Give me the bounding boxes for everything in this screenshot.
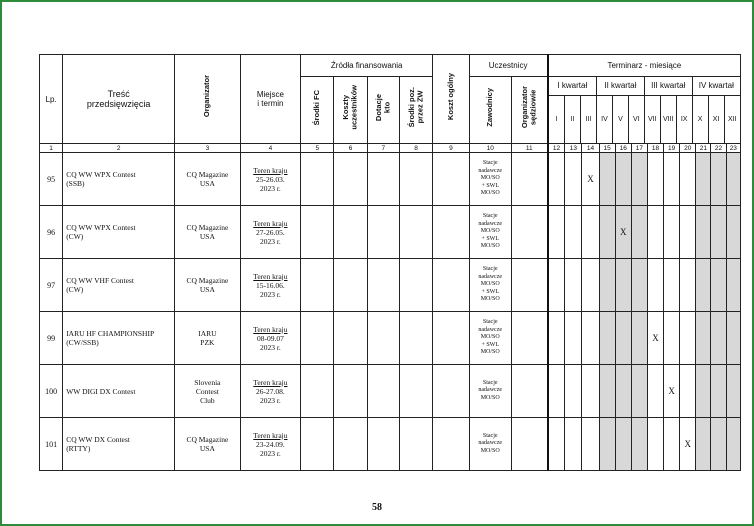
row-month-cell <box>548 153 565 206</box>
column-number: 12 <box>548 144 565 153</box>
row-lp: 99 <box>40 312 63 365</box>
row-month-cell <box>631 259 647 312</box>
row-month-mark: X <box>680 418 696 471</box>
column-number: 1 <box>40 144 63 153</box>
row-dotacje <box>367 259 399 312</box>
row-month-cell <box>565 206 582 259</box>
row-place-date <box>240 206 301 259</box>
header-miejsce: Miejsce i termin <box>240 55 301 144</box>
table-row <box>40 312 741 365</box>
row-judges <box>511 206 547 259</box>
table-row <box>40 259 741 312</box>
header-tresc: Treść przedsięwzięcia <box>63 55 175 144</box>
row-participants: Stacje nadawcze MO/SO + SWL MO/SO <box>469 259 511 312</box>
row-month-cell <box>599 153 615 206</box>
row-place-date <box>240 418 301 471</box>
column-number: 7 <box>367 144 399 153</box>
row-participants: Stacje nadawcze MO/SO + SWL MO/SO <box>469 312 511 365</box>
row-place: Teren kraju <box>253 324 288 334</box>
column-number: 3 <box>175 144 241 153</box>
header-org-sedziowie: Organizator sędziowie <box>511 77 547 144</box>
column-number: 17 <box>631 144 647 153</box>
month-header: X <box>692 95 708 143</box>
column-number: 23 <box>726 144 740 153</box>
column-number: 20 <box>680 144 696 153</box>
row-dotacje <box>367 153 399 206</box>
row-place-date <box>240 365 301 418</box>
row-lp: 101 <box>40 418 63 471</box>
schedule-table <box>39 54 741 471</box>
row-month-cell <box>647 418 663 471</box>
row-month-cell <box>696 312 711 365</box>
row-month-cell <box>599 365 615 418</box>
row-month-cell <box>565 312 582 365</box>
header-organizator: Organizator <box>175 55 241 144</box>
row-judges <box>511 365 547 418</box>
row-year: 2023 r. <box>259 236 281 246</box>
row-koszty <box>334 259 367 312</box>
column-number: 4 <box>240 144 301 153</box>
table-row <box>40 206 741 259</box>
column-number: 18 <box>647 144 663 153</box>
row-month-cell <box>631 206 647 259</box>
row-month-cell <box>664 259 680 312</box>
row-year: 2023 r. <box>259 342 281 352</box>
row-month-cell <box>582 312 599 365</box>
row-year: 2023 r. <box>259 395 281 405</box>
row-month-cell <box>680 259 696 312</box>
row-place: Teren kraju <box>253 165 288 175</box>
row-event-name: CQ WW VHF Contest (CW) <box>63 259 175 312</box>
row-month-cell <box>599 259 615 312</box>
row-srodki-zw <box>399 312 432 365</box>
column-number: 16 <box>615 144 631 153</box>
row-month-cell <box>548 259 565 312</box>
row-month-cell <box>696 153 711 206</box>
row-place: Teren kraju <box>253 430 288 440</box>
header-lp: Lp. <box>40 55 63 144</box>
column-number: 2 <box>63 144 175 153</box>
row-srodki-fc <box>301 259 334 312</box>
row-koszt-ogolny <box>433 418 469 471</box>
row-month-cell <box>582 418 599 471</box>
row-month-mark: X <box>615 206 631 259</box>
row-koszt-ogolny <box>433 206 469 259</box>
row-srodki-fc <box>301 418 334 471</box>
month-header: XI <box>708 95 724 143</box>
row-year: 2023 r. <box>259 448 281 458</box>
row-organizer: CQ Magazine USA <box>175 206 241 259</box>
row-month-mark: X <box>664 365 680 418</box>
row-participants: Stacje nadawcze MO/SO <box>469 365 511 418</box>
quarter-1: I kwartał <box>549 77 597 95</box>
row-month-cell <box>548 312 565 365</box>
column-number: 15 <box>599 144 615 153</box>
row-month-cell <box>615 153 631 206</box>
row-lp: 95 <box>40 153 63 206</box>
row-lp: 96 <box>40 206 63 259</box>
row-month-cell <box>664 206 680 259</box>
row-month-cell <box>726 259 740 312</box>
header-srodki-zw: Środki poz. przez ZW <box>399 77 432 144</box>
row-organizer: CQ Magazine USA <box>175 259 241 312</box>
header-koszt-ogolny: Koszt ogólny <box>433 55 469 144</box>
row-month-cell <box>711 259 726 312</box>
quarter-3: III kwartał <box>644 77 692 95</box>
header-dotacje: Dotacje kto <box>367 77 399 144</box>
row-srodki-zw <box>399 259 432 312</box>
row-srodki-zw <box>399 153 432 206</box>
month-header: IV <box>597 95 613 143</box>
row-month-cell <box>548 365 565 418</box>
column-number: 5 <box>301 144 334 153</box>
row-event-name: CQ WW DX Contest (RTTY) <box>63 418 175 471</box>
row-place-date <box>240 153 301 206</box>
column-number: 8 <box>399 144 432 153</box>
header-uczestnicy: Uczestnicy <box>469 55 548 77</box>
column-number: 14 <box>582 144 599 153</box>
row-srodki-zw <box>399 365 432 418</box>
row-month-cell <box>647 259 663 312</box>
row-month-cell <box>631 365 647 418</box>
row-koszty <box>334 206 367 259</box>
row-place: Teren kraju <box>253 218 288 228</box>
row-participants: Stacje nadawcze MO/SO + SWL MO/SO <box>469 153 511 206</box>
row-month-cell <box>664 312 680 365</box>
row-place: Teren kraju <box>253 271 288 281</box>
row-place-date <box>240 312 301 365</box>
row-month-cell <box>631 153 647 206</box>
row-month-cell <box>726 153 740 206</box>
row-month-cell <box>711 206 726 259</box>
row-participants: Stacje nadawcze MO/SO + SWL MO/SO <box>469 206 511 259</box>
row-koszty <box>334 418 367 471</box>
row-month-cell <box>696 206 711 259</box>
row-lp: 100 <box>40 365 63 418</box>
row-month-cell <box>647 153 663 206</box>
row-month-cell <box>582 365 599 418</box>
row-organizer: Slovenia Contest Club <box>175 365 241 418</box>
row-month-cell <box>711 365 726 418</box>
column-number: 11 <box>511 144 547 153</box>
row-koszty <box>334 312 367 365</box>
row-place-date <box>240 259 301 312</box>
row-month-cell <box>647 206 663 259</box>
row-month-cell <box>615 365 631 418</box>
row-month-mark: X <box>647 312 663 365</box>
month-header: VI <box>628 95 644 143</box>
header-zrodla: Źródła finansowania <box>301 55 433 77</box>
row-srodki-fc <box>301 312 334 365</box>
header-terminarz: Terminarz - miesiące <box>548 55 741 77</box>
header-months <box>548 77 741 144</box>
row-judges <box>511 312 547 365</box>
row-srodki-fc <box>301 153 334 206</box>
row-month-cell <box>565 365 582 418</box>
table-row <box>40 418 741 471</box>
row-month-cell <box>680 365 696 418</box>
row-date: 15-16.06. <box>256 280 285 290</box>
row-date: 27-26.05. <box>256 227 285 237</box>
row-koszt-ogolny <box>433 153 469 206</box>
row-koszty <box>334 153 367 206</box>
row-month-cell <box>726 418 740 471</box>
table-row <box>40 153 741 206</box>
row-event-name: CQ WW WPX Contest (SSB) <box>63 153 175 206</box>
row-month-cell <box>711 418 726 471</box>
row-judges <box>511 259 547 312</box>
row-koszty <box>334 365 367 418</box>
row-month-cell <box>711 153 726 206</box>
row-date: 25-26.03. <box>256 174 285 184</box>
row-month-cell <box>664 418 680 471</box>
header-srodki-fc: Środki FC <box>301 77 334 144</box>
row-judges <box>511 418 547 471</box>
row-month-cell <box>599 206 615 259</box>
column-number: 13 <box>565 144 582 153</box>
month-header: VIII <box>660 95 676 143</box>
row-dotacje <box>367 365 399 418</box>
row-month-cell <box>631 418 647 471</box>
row-koszt-ogolny <box>433 312 469 365</box>
row-date: 08-09.07 <box>256 333 284 343</box>
header-koszty: Koszty uczestników <box>334 77 367 144</box>
column-number: 9 <box>433 144 469 153</box>
column-number: 21 <box>696 144 711 153</box>
column-number: 6 <box>334 144 367 153</box>
row-participants: Stacje nadawcze MO/SO <box>469 418 511 471</box>
row-event-name: IARU HF CHAMPIONSHIP (CW/SSB) <box>63 312 175 365</box>
row-judges <box>511 153 547 206</box>
row-month-cell <box>615 312 631 365</box>
row-place: Teren kraju <box>253 377 288 387</box>
page-number: 58 <box>372 502 382 513</box>
row-month-cell <box>615 418 631 471</box>
header-zawodnicy: Zawodnicy <box>469 77 511 144</box>
row-month-cell <box>726 365 740 418</box>
row-koszt-ogolny <box>433 259 469 312</box>
row-month-cell <box>711 312 726 365</box>
row-month-cell <box>647 365 663 418</box>
column-number: 10 <box>469 144 511 153</box>
row-month-cell <box>680 153 696 206</box>
row-organizer: CQ Magazine USA <box>175 418 241 471</box>
row-srodki-fc <box>301 206 334 259</box>
row-date: 26-27.08. <box>256 386 285 396</box>
row-srodki-zw <box>399 418 432 471</box>
month-header: XII <box>727 115 737 123</box>
row-month-cell <box>664 153 680 206</box>
row-event-name: CQ WW WPX Contest (CW) <box>63 206 175 259</box>
row-month-cell <box>582 259 599 312</box>
month-header: V <box>612 95 628 143</box>
row-year: 2023 r. <box>259 289 281 299</box>
column-number: 22 <box>711 144 726 153</box>
row-month-cell <box>696 365 711 418</box>
row-lp: 97 <box>40 259 63 312</box>
row-month-cell <box>615 259 631 312</box>
row-month-cell <box>696 418 711 471</box>
row-month-cell <box>599 312 615 365</box>
row-month-mark: X <box>582 153 599 206</box>
row-month-cell <box>726 312 740 365</box>
row-date: 23-24.09. <box>256 439 285 449</box>
row-month-cell <box>565 153 582 206</box>
row-koszt-ogolny <box>433 365 469 418</box>
row-month-cell <box>696 259 711 312</box>
row-month-cell <box>599 418 615 471</box>
quarter-4: IV kwartał <box>692 77 740 95</box>
row-month-cell <box>565 259 582 312</box>
row-srodki-zw <box>399 206 432 259</box>
row-year: 2023 r. <box>259 183 281 193</box>
column-number: 19 <box>664 144 680 153</box>
row-month-cell <box>565 418 582 471</box>
row-event-name: WW DIGI DX Contest <box>63 365 175 418</box>
month-header: VII <box>644 95 660 143</box>
month-header: II <box>565 95 581 143</box>
row-month-cell <box>726 206 740 259</box>
row-dotacje <box>367 418 399 471</box>
table-row <box>40 365 741 418</box>
row-month-cell <box>680 206 696 259</box>
row-month-cell <box>631 312 647 365</box>
row-dotacje <box>367 206 399 259</box>
row-organizer: CQ Magazine USA <box>175 153 241 206</box>
row-month-cell <box>582 206 599 259</box>
row-month-cell <box>680 312 696 365</box>
quarter-2: II kwartał <box>597 77 645 95</box>
month-header: I <box>549 95 565 143</box>
month-header: III <box>581 95 597 143</box>
row-month-cell <box>548 206 565 259</box>
row-organizer: IARU PZK <box>175 312 241 365</box>
row-dotacje <box>367 312 399 365</box>
row-month-cell <box>548 418 565 471</box>
month-header: IX <box>676 95 692 143</box>
row-srodki-fc <box>301 365 334 418</box>
